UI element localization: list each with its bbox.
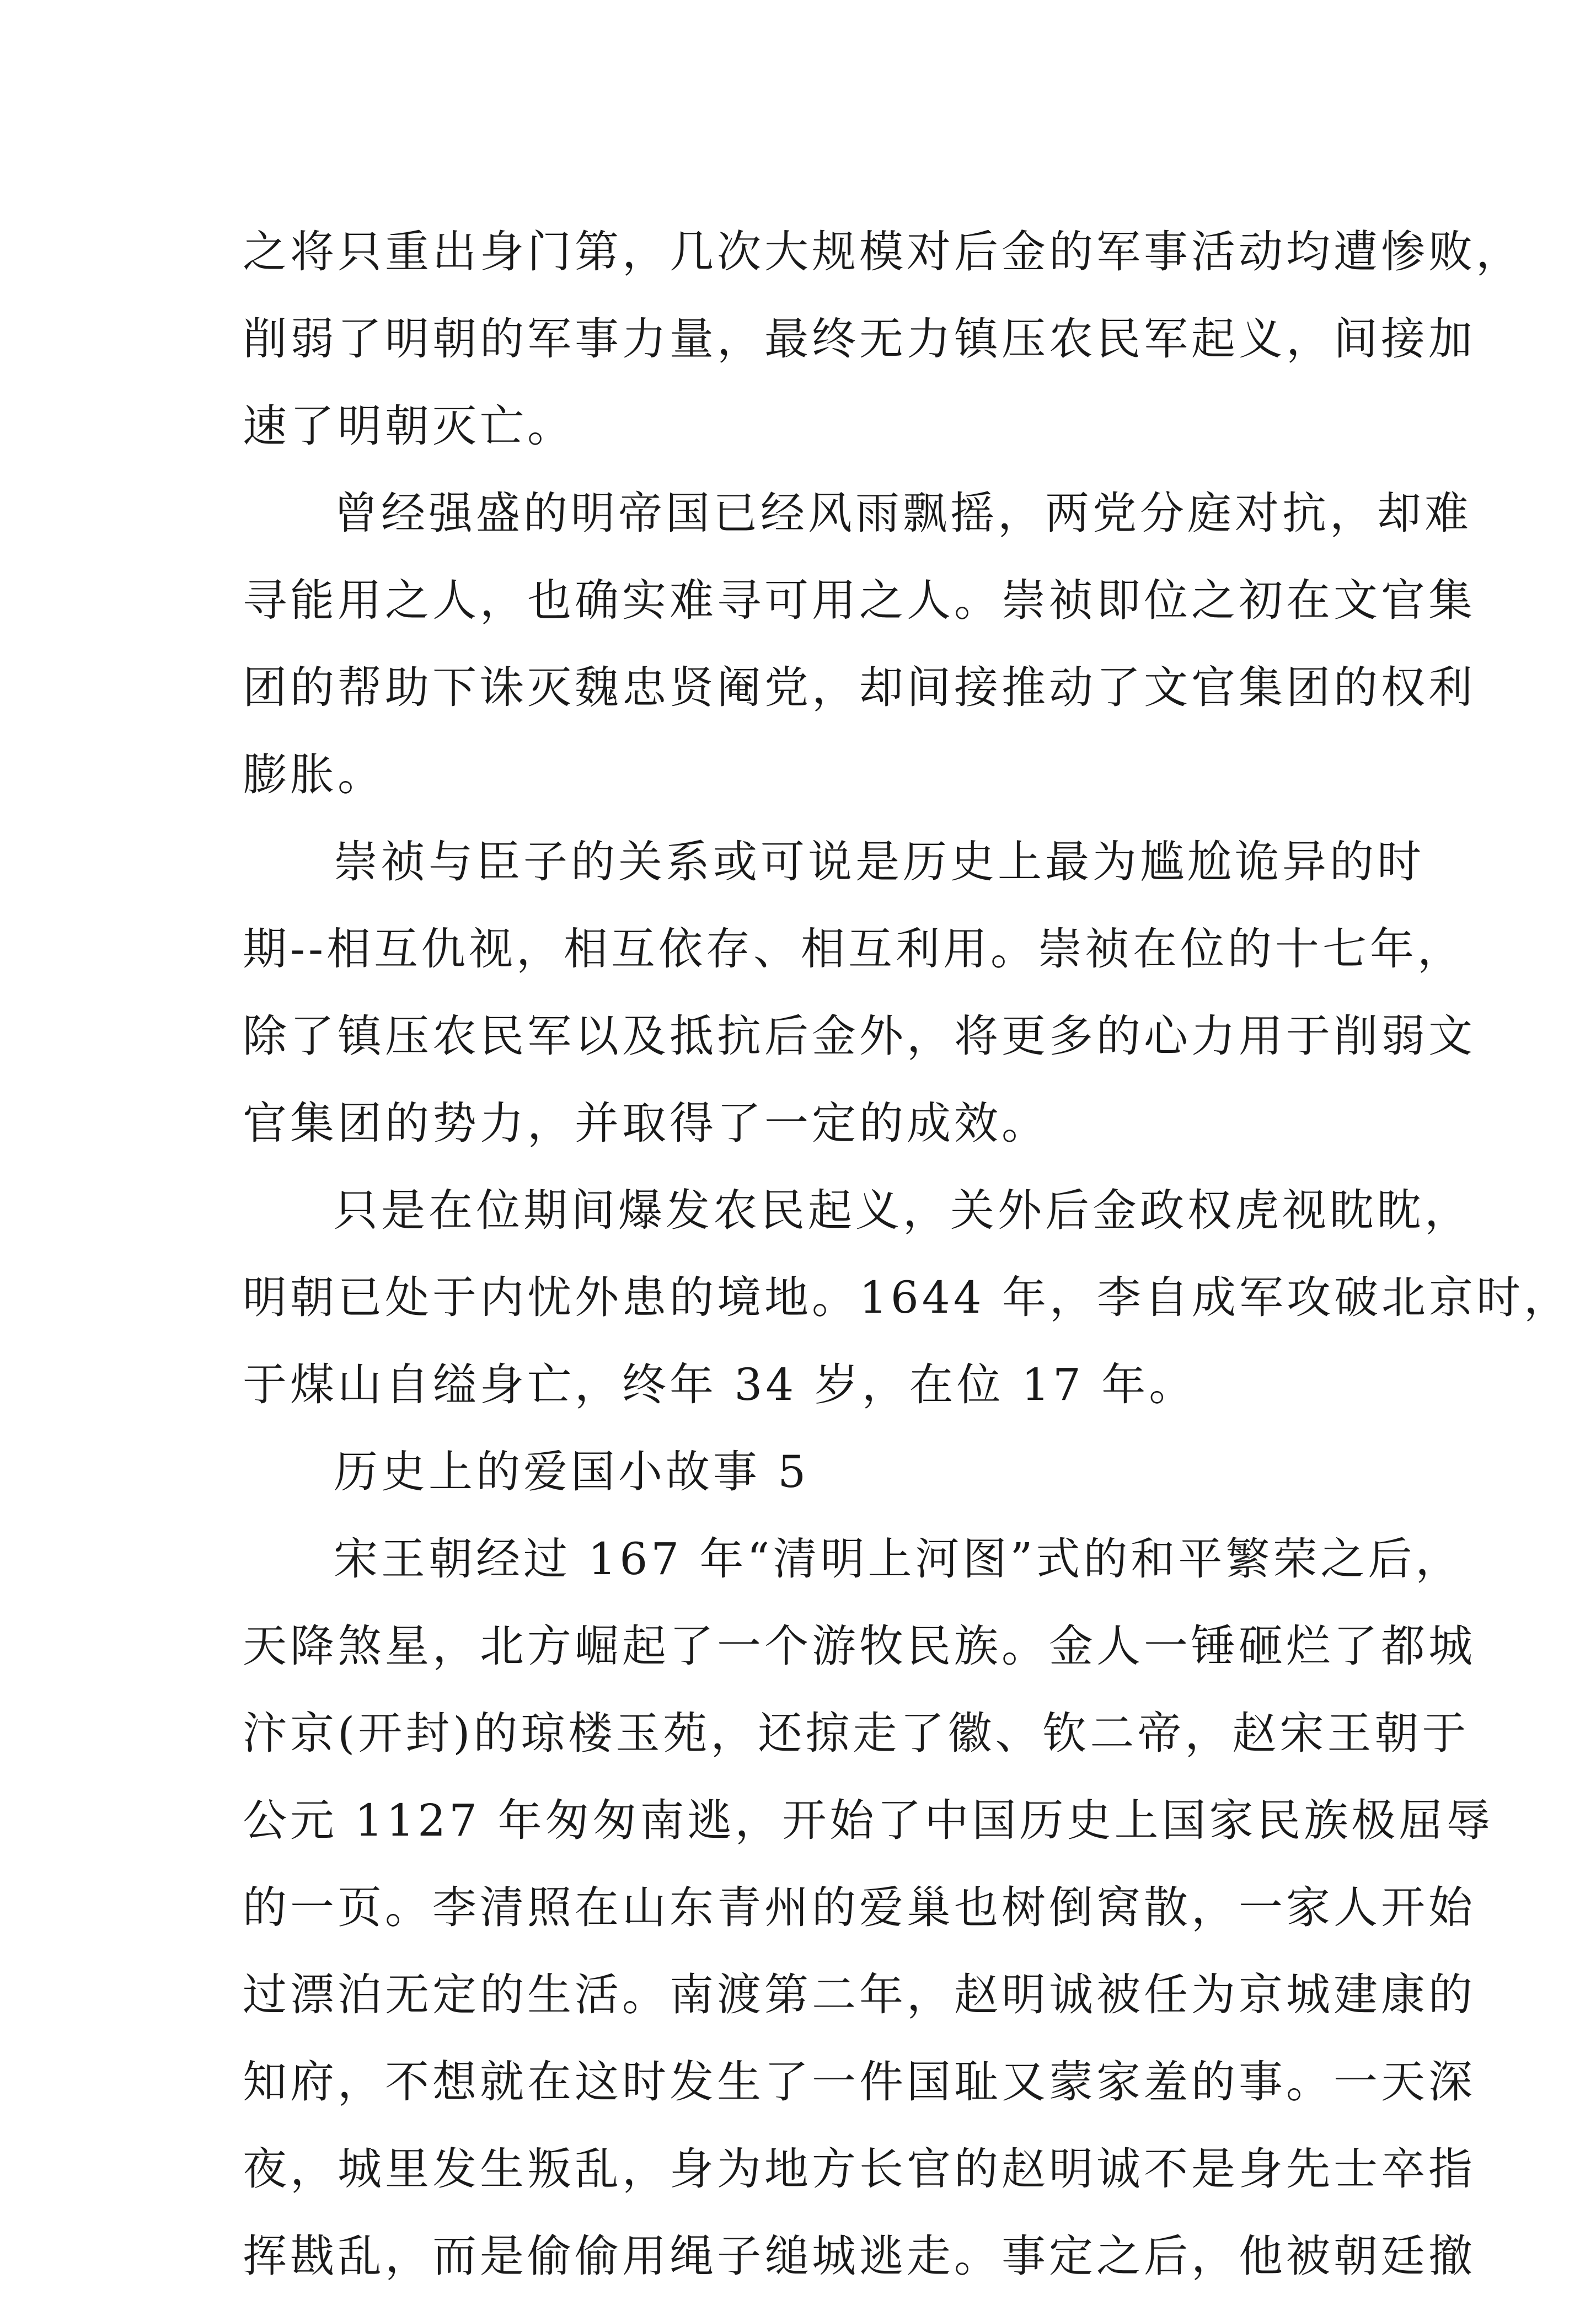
text-line: 夜，城里发生叛乱，身为地方长官的赵明诚不是身先士卒指 (243, 2143, 1476, 2195)
paragraph-start-line: 崇祯与臣子的关系或可说是历史上最为尴尬诡异的时 (334, 836, 1424, 887)
text-line: 速了明朝灭亡。 (243, 400, 575, 452)
text-line: 团的帮助下诛灭魏忠贤阉党，却间接推动了文官集团的权利 (243, 662, 1476, 713)
paragraph-start-line: 曾经强盛的明帝国已经风雨飘摇，两党分庭对抗，却难 (334, 488, 1472, 539)
text-line: 知府，不想就在这时发生了一件国耻又蒙家羞的事。一天深 (243, 2056, 1476, 2108)
body-text (243, 208, 1572, 2300)
text-line: 过漂泊无定的生活。南渡第二年，赵明诚被任为京城建康的 (243, 1969, 1476, 2020)
text-line: 的一页。李清照在山东青州的爱巢也树倒窝散，一家人开始 (243, 1882, 1476, 1933)
text-line: 除了镇压农民军以及抵抗后金外，将更多的心力用于削弱文 (243, 1010, 1476, 1062)
text-line: 于煤山自缢身亡，终年 34 岁，在位 17 年。 (243, 1359, 1197, 1410)
text-line: 之将只重出身门第，几次大规模对后金的军事活动均遭惨败， (243, 226, 1523, 277)
text-line: 削弱了明朝的军事力量，最终无力镇压农民军起义，间接加 (243, 313, 1476, 365)
paragraph-start-line: 宋王朝经过 167 年“清明上河图”式的和平繁荣之后， (334, 1533, 1463, 1585)
text-line: 官集团的势力，并取得了一定的成效。 (243, 1098, 1049, 1149)
text-line: 膨胀。 (243, 749, 385, 800)
text-line: 挥戡乱，而是偷偷用绳子缒城逃走。事定之后，他被朝廷撤 (243, 2231, 1476, 2282)
text-line: 寻能用之人，也确实难寻可用之人。崇祯即位之初在文官集 (243, 575, 1476, 626)
text-line: 汴京(开封)的琼楼玉苑，还掠走了徽、钦二帝，赵宋王朝于 (243, 1708, 1470, 1759)
section-heading: 历史上的爱国小故事 5 (334, 1446, 810, 1497)
text-line: 天降煞星，北方崛起了一个游牧民族。金人一锤砸烂了都城 (243, 1620, 1476, 1672)
text-line: 明朝已处于内忧外患的境地。1644 年，李自成军攻破北京时， (243, 1272, 1572, 1323)
paragraph-start-line: 只是在位期间爆发农民起义，关外后金政权虎视眈眈， (334, 1185, 1472, 1236)
text-line: 公元 1127 年匆匆南逃，开始了中国历史上国家民族极屈辱 (243, 1795, 1494, 1846)
text-line: 期--相互仇视，相互依存、相互利用。崇祯在位的十七年， (243, 923, 1465, 975)
